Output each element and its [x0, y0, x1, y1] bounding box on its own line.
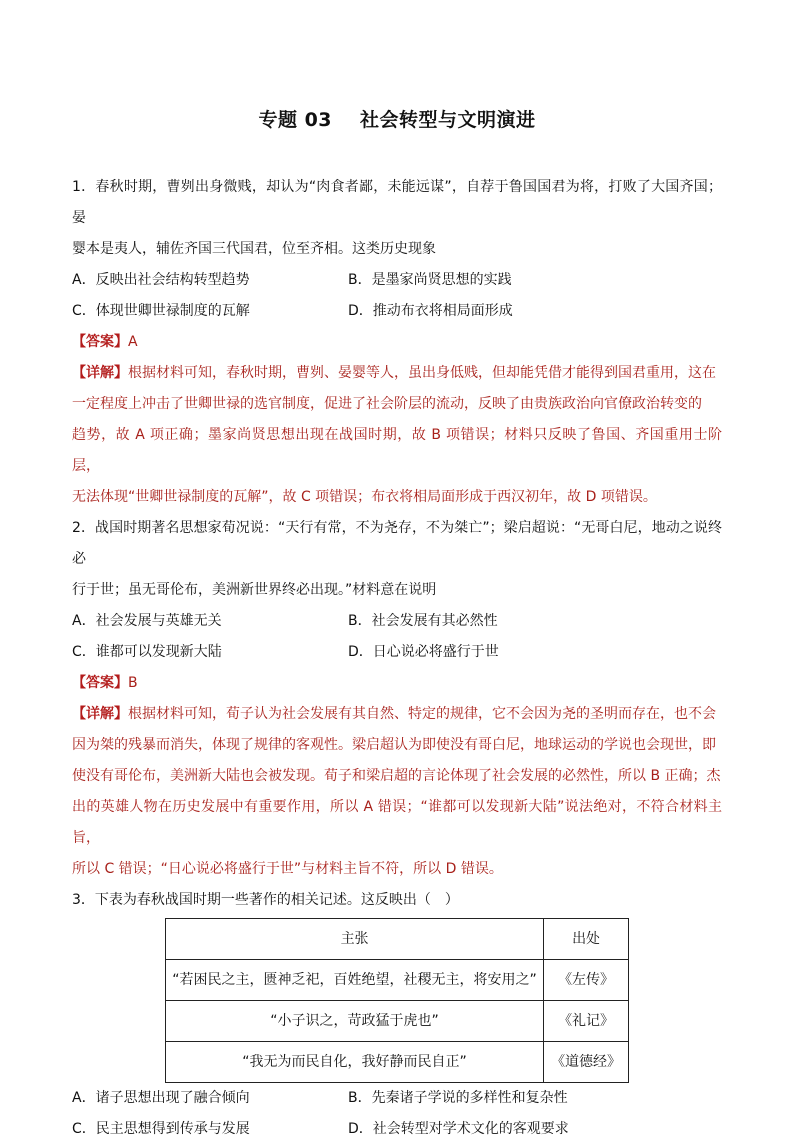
- table-cell: 《礼记》: [544, 1001, 629, 1042]
- question-list: [72, 172, 722, 1145]
- answer-tag: 【答案】: [72, 675, 128, 691]
- table-cell: 《左传》: [544, 960, 629, 1001]
- title-main: 社会转型与文明演进: [360, 109, 536, 131]
- options-grid: [72, 265, 722, 327]
- detail-text: 根据材料可知，春秋时期，曹刿、晏婴等人，虽出身低贱，但却能凭借才能得到国君重用，这在: [128, 365, 716, 381]
- option-d: D．推动布衣将相局面形成: [348, 303, 513, 319]
- question-2: [72, 513, 722, 885]
- answer-line: [72, 668, 722, 699]
- detail-line: [72, 699, 722, 730]
- option-c: C．民主思想得到传承与发展: [72, 1121, 250, 1137]
- detail-tag: 【详解】: [72, 365, 128, 381]
- table-row: [166, 1001, 629, 1042]
- option-d: D．日心说必将盛行于世: [348, 644, 499, 660]
- detail-line: 出的英雄人物在历史发展中有重要作用，所以 A 错误；“谁都可以发现新大陆”说法绝对，不符合材料主旨，: [72, 799, 722, 846]
- detail-line: 所以 C 错误；“日心说必将盛行于世”与材料主旨不符，所以 D 错误。: [72, 861, 503, 877]
- option-b: B．是墨家尚贤思想的实践: [348, 272, 512, 288]
- question-stem-line: 婴本是夷人，辅佐齐国三代国君，位至齐相。这类历史现象: [72, 241, 436, 257]
- question-3: [72, 885, 722, 1145]
- table-cell: “我无为而民自化，我好静而民自正”: [166, 1042, 544, 1083]
- option-b: B．先秦诸子学说的多样性和复杂性: [348, 1090, 568, 1106]
- detail-line: 无法体现“世卿世禄制度的瓦解”，故 C 项错误；布衣将相局面形成于西汉初年，故 D 项错误。: [72, 489, 657, 505]
- title-prefix: 专题 03: [258, 109, 333, 131]
- detail-line: 一定程度上冲击了世卿世禄的选官制度，促进了社会阶层的流动，反映了由贵族政治向官僚政治转变的: [72, 396, 702, 412]
- table-row: [166, 1042, 629, 1083]
- answer-line: [72, 327, 722, 358]
- table-header: 出处: [544, 919, 629, 960]
- question-1: [72, 172, 722, 513]
- option-c: C．谁都可以发现新大陆: [72, 644, 222, 660]
- options-grid: [72, 606, 722, 668]
- detail-line: [72, 358, 722, 389]
- option-d: D．社会转型对学术文化的客观要求: [348, 1121, 569, 1137]
- option-b: B．社会发展有其必然性: [348, 613, 498, 629]
- page-title: [0, 105, 794, 132]
- question-stem-line: 1．春秋时期，曹刿出身微贱，却认为“肉食者鄙，未能远谋”，自荐于鲁国国君为将，打败了大国齐国；晏: [72, 179, 722, 226]
- question-stem-line: 3．下表为春秋战国时期一些著作的相关记述。这反映出（ ）: [72, 892, 459, 908]
- option-a: A．反映出社会结构转型趋势: [72, 272, 250, 288]
- table-cell: “若困民之主，匮神乏祀，百姓绝望，社稷无主，将安用之”: [166, 960, 544, 1001]
- table-row: [166, 960, 629, 1001]
- detail-text: 根据材料可知，荀子认为社会发展有其自然、特定的规律，它不会因为尧的圣明而存在，也不会: [128, 706, 716, 722]
- options-grid: [72, 1083, 722, 1145]
- table-cell: 《道德经》: [544, 1042, 629, 1083]
- answer-value: A: [128, 334, 138, 350]
- option-a: A．诸子思想出现了融合倾向: [72, 1090, 250, 1106]
- option-a: A．社会发展与英雄无关: [72, 613, 222, 629]
- table-header-row: [166, 919, 629, 960]
- question-stem-line: 行于世；虽无哥伦布，美洲新世界终必出现。”材料意在说明: [72, 582, 437, 598]
- detail-tag: 【详解】: [72, 706, 128, 722]
- detail-line: 因为桀的残暴而消失，体现了规律的客观性。梁启超认为即使没有哥白尼，地球运动的学说也会现世，即: [72, 737, 716, 753]
- detail-line: 使没有哥伦布，美洲新大陆也会被发现。荀子和梁启超的言论体现了社会发展的必然性，所以 B 正确；杰: [72, 768, 721, 784]
- answer-tag: 【答案】: [72, 334, 128, 350]
- table-header: 主张: [166, 919, 544, 960]
- detail-line: 趋势，故 A 项正确；墨家尚贤思想出现在战国时期，故 B 项错误；材料只反映了鲁国、齐国重用士阶层，: [72, 427, 722, 474]
- table-cell: “小子识之，苛政猛于虎也”: [166, 1001, 544, 1042]
- question-stem-line: 2．战国时期著名思想家荀况说：“天行有常，不为尧存，不为桀亡”；梁启超说：“无哥白尼，地动之说终必: [72, 520, 722, 567]
- answer-value: B: [128, 675, 138, 691]
- option-c: C．体现世卿世禄制度的瓦解: [72, 303, 250, 319]
- quote-table: [165, 918, 629, 1083]
